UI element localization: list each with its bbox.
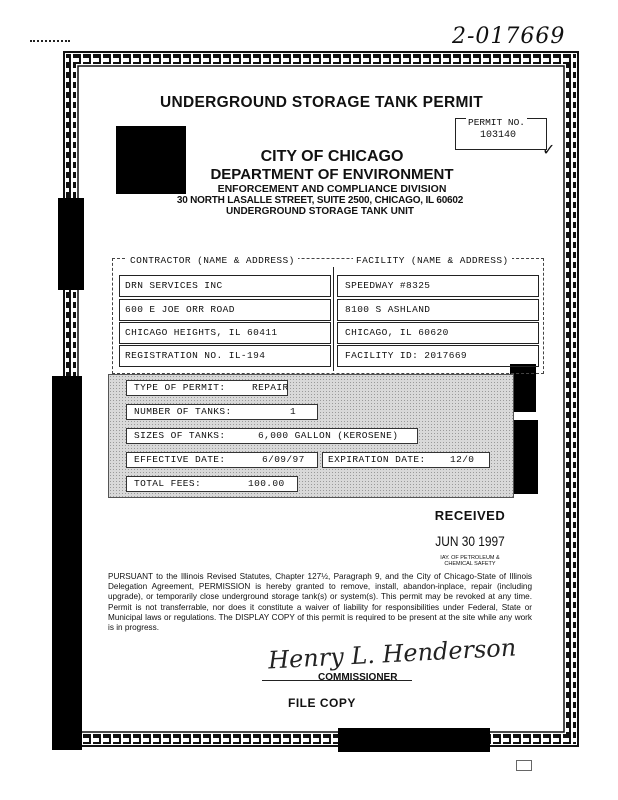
facility-city: CHICAGO, IL 60620	[345, 327, 449, 338]
type-value: REPAIR	[252, 382, 289, 393]
type-label: TYPE OF PERMIT:	[134, 382, 226, 393]
tanks-label: NUMBER OF TANKS:	[134, 406, 232, 417]
document-number: 2-017669	[452, 24, 566, 49]
facility-name: SPEEDWAY #8325	[345, 280, 431, 291]
expiration-value: 12/0	[450, 454, 475, 465]
sizes-label: SIZES OF TANKS:	[134, 430, 226, 441]
facility-id: FACILITY ID: 2017669	[345, 350, 468, 361]
redaction-bottom	[338, 728, 490, 752]
agency-city: CITY OF CHICAGO	[260, 148, 404, 165]
legal-paragraph: PURSUANT to the Illinois Revised Statutes, Chapter 127½, Paragraph 9, and the City of Chicago-State of Illinois Delegation Agreement, PERMISSION is hereby granted to remove, install, abandon-inplace, repair (including upgrade), or temporarily close underground storage tank(s) or system(s). This permit may be revoked at any time. Permit is not transferrable, nor does it constitute a waiver of liability for responsibilities under Federal, State or Municipal laws or regulations. The DISPLAY COPY of this permit is required to be present at the site while any work is in progress.	[108, 572, 532, 633]
signature-title: COMMISSIONER	[318, 672, 398, 683]
tanks-value: 1	[290, 406, 297, 417]
agency-unit: UNDERGROUND STORAGE TANK UNIT	[226, 206, 414, 217]
document-title: UNDERGROUND STORAGE TANK PERMIT	[160, 94, 484, 111]
received-line-2: CHEMICAL SAFETY	[444, 561, 496, 567]
contractor-name: DRN SERVICES INC	[125, 280, 223, 291]
redaction-left-1	[58, 198, 84, 290]
effective-value: 6/09/97	[262, 454, 305, 465]
table-divider	[333, 267, 334, 371]
agency-header	[100, 148, 540, 217]
permit-number-box	[455, 118, 547, 150]
fees-value: 100.00	[248, 478, 285, 489]
contractor-street: 600 E JOE ORR ROAD	[125, 304, 235, 315]
effective-label: EFFECTIVE DATE:	[134, 454, 226, 465]
received-date: JUN 30 1997	[435, 533, 505, 549]
corner-stamp	[516, 760, 532, 771]
agency-division: ENFORCEMENT AND COMPLIANCE DIVISION	[217, 183, 447, 195]
expiration-label: EXPIRATION DATE:	[328, 454, 426, 465]
corner-mark	[30, 40, 70, 44]
check-mark: ✓	[542, 140, 556, 159]
commissioner-signature: Henry L. Henderson	[267, 633, 517, 675]
received-stamp	[420, 508, 520, 567]
facility-header: FACILITY (NAME & ADDRESS)	[353, 255, 512, 266]
file-copy-label: FILE COPY	[288, 696, 356, 710]
contractor-registration: REGISTRATION NO. IL-194	[125, 350, 266, 361]
agency-department: DEPARTMENT OF ENVIRONMENT	[210, 166, 454, 183]
contractor-facility-table	[112, 255, 544, 374]
redaction-left-2	[52, 376, 82, 750]
contractor-header: CONTRACTOR (NAME & ADDRESS)	[127, 255, 298, 266]
received-title: RECEIVED	[434, 508, 506, 523]
permit-label: PERMIT NO.	[468, 117, 526, 128]
received-line-1: IAY. OF PETROLEUM &	[440, 555, 500, 561]
facility-street: 8100 S ASHLAND	[345, 304, 431, 315]
permit-number: 103140	[480, 130, 517, 141]
agency-address: 30 NORTH LASALLE STREET, SUITE 2500, CHICAGO, IL 60602	[176, 195, 464, 206]
fees-label: TOTAL FEES:	[134, 478, 202, 489]
contractor-city: CHICAGO HEIGHTS, IL 60411	[125, 327, 278, 338]
sizes-value: 6,000 GALLON (KEROSENE)	[258, 430, 399, 441]
